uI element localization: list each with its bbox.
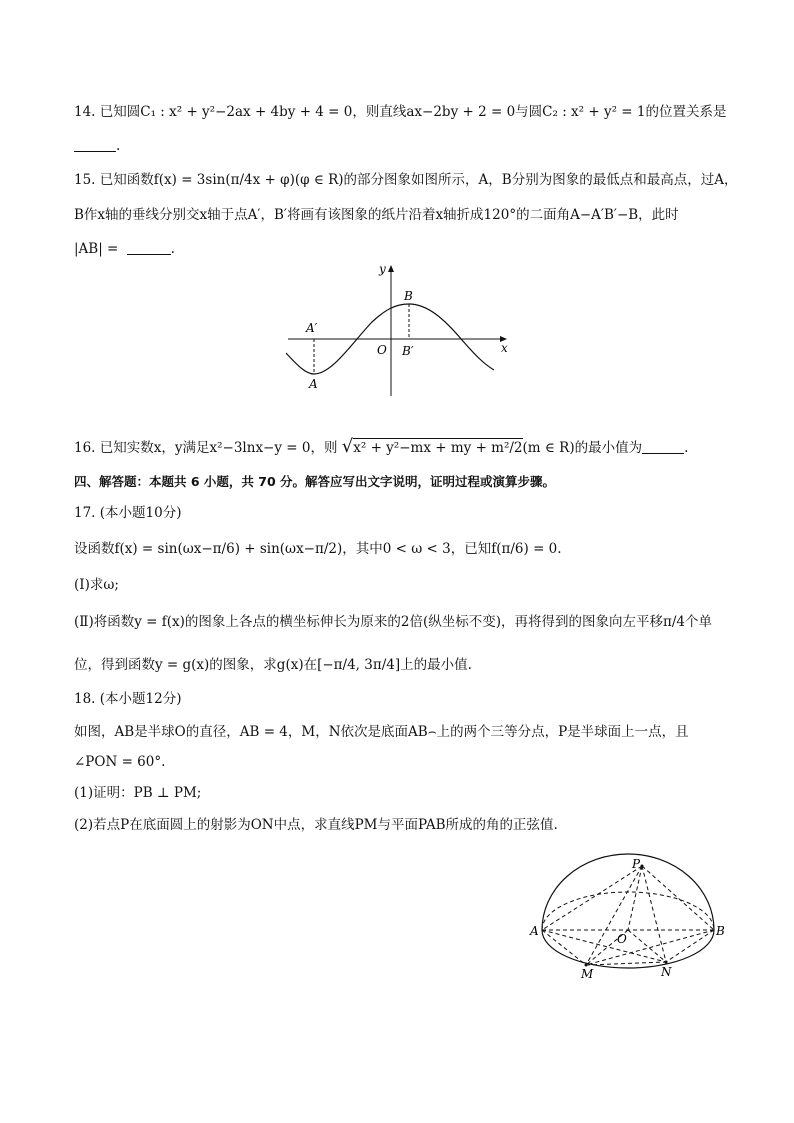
q17-heading: 17. (本小题10分) [74, 505, 182, 521]
q15-ab-label: |AB| = [74, 241, 119, 257]
q18-heading: 18. (本小题12分) [74, 691, 182, 707]
answer-blank [642, 439, 684, 454]
label-o: O [377, 343, 387, 357]
label-b-prime: B′ [402, 344, 414, 358]
q14-line1: 14. 已知圆C₁ : x² + y²−2ax + 4by + 4 = 0，则直线ax−2by + 2 = 0与圆C₂ : x² + y² = 1的位置关系是 [74, 104, 727, 120]
label-p: P [632, 857, 641, 871]
q17-stem: 设函数f(x) = sin(ωx−π/6) + sin(ωx−π/2)，其中0 < ω < 3，已知f(π/6) = 0. [74, 541, 562, 557]
q17-part2-line1: (Ⅱ)将函数y = f(x)的图象上各点的横坐标伸长为原来的2倍(纵坐标不变)，再将得到的图象向左平移π/4个单 [74, 614, 713, 630]
q15-end: . [170, 241, 175, 257]
point-n [665, 961, 668, 964]
q15-line1: 15. 已知函数f(x) = 3sin(π/4x + φ)(φ ∈ R)的部分图象如图所示，A，B分别为图象的最低点和最高点，过A， [74, 172, 738, 188]
label-b: B [716, 924, 725, 938]
sine-graph-figure [280, 258, 515, 403]
base-back [542, 892, 714, 930]
q15-line2: B作x轴的垂线分别交x轴于点A′，B′将画有该图象的纸片沿着x轴折成120°的二面角A−A′B′−B，此时 [74, 207, 679, 223]
label-y: y [379, 262, 386, 276]
q17-part1: (Ⅰ)求ω; [74, 577, 119, 593]
q16-end-text: (m ∈ R)的最小值为 [522, 440, 643, 456]
q14-line2 [74, 136, 120, 156]
segment-mn [586, 962, 666, 965]
answer-blank [127, 240, 171, 255]
segment-bm [586, 930, 714, 965]
q16-line [74, 437, 688, 458]
answer-blank [74, 137, 116, 152]
q16-start: 16. 已知实数x，y满足x²−3lnx−y = 0，则 [74, 440, 338, 456]
sqrt-symbol: √ [341, 436, 354, 457]
label-o: O [617, 932, 627, 946]
q14-end: . [116, 138, 121, 154]
q18-part2: (2)若点P在底面圆上的射影为ON中点，求直线PM与平面PAB所成的角的正弦值. [74, 817, 558, 833]
label-a-prime: A′ [306, 321, 318, 335]
label-a: A [309, 377, 318, 391]
q16-end: . [684, 440, 689, 456]
label-b: B [404, 289, 413, 303]
q18-part1: (1)证明：PB ⊥ PM; [74, 785, 202, 801]
segment-an [542, 930, 666, 962]
q18-line1: 如图，AB是半球O的直径，AB = 4，M，N依次是底面AB⌢上的两个三等分点，P是半球面上一点，且 [74, 724, 689, 740]
label-x: x [501, 341, 508, 355]
base-front [542, 930, 714, 968]
segment-pm [586, 866, 642, 965]
segment-pb [642, 866, 714, 930]
q16-sqrt-expr: x² + y²−mx + my + m²/2 [353, 440, 523, 456]
label-n: N [661, 965, 672, 979]
q17-part2-line2: 位，得到函数y = g(x)的图象，求g(x)在[−π/4, 3π/4]上的最小值. [74, 657, 472, 673]
segment-po [628, 866, 642, 930]
point-p [641, 865, 644, 868]
label-a: A [530, 924, 539, 938]
segment-pn [642, 866, 666, 962]
segment-pa [542, 866, 642, 930]
q15-line3 [74, 239, 175, 259]
hemisphere-figure [528, 852, 728, 984]
q18-line2: ∠PON = 60°. [74, 754, 166, 770]
section-heading: 四、解答题：本题共 6 小题，共 70 分。解答应写出文字说明，证明过程或演算步骤。 [74, 474, 556, 489]
label-m: M [581, 967, 594, 981]
